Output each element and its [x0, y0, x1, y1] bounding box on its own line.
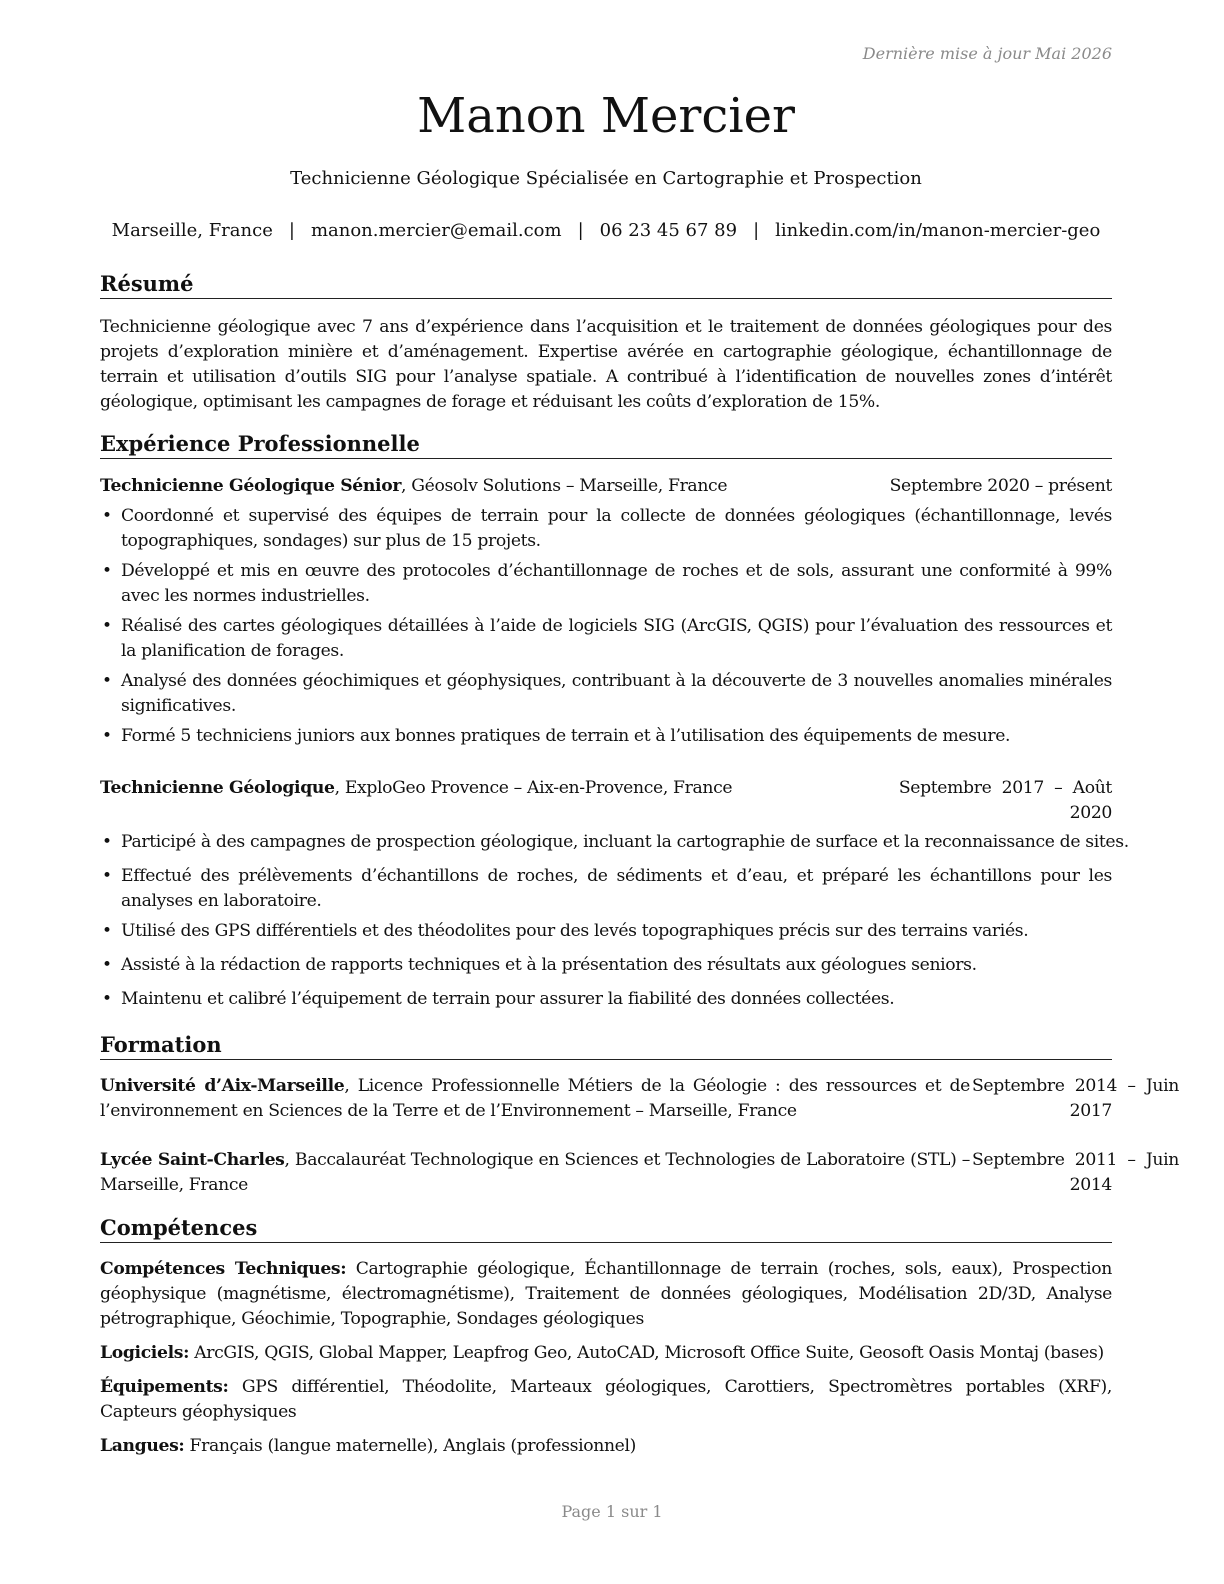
education-item — [100, 1074, 1179, 1124]
list-item: • Effectué des prélèvements d’échantillons de roches, de sédiments et d’eau, et préparé les échantillons pour les analyses en laboratoire. — [100, 864, 1112, 914]
contact-line — [100, 218, 1112, 244]
list-item: • Formé 5 techniciens juniors aux bonnes pratiques de terrain et à l’utilisation des équipements de mesure. — [100, 724, 1112, 749]
job-bullets — [100, 830, 1129, 1012]
contact-separator: | — [753, 220, 760, 241]
job-dates-start: Septembre 2017 – Août — [898, 778, 1112, 798]
last-updated: Dernière mise à jour Mai 2026 — [862, 44, 1112, 63]
skill-label: Compétences Techniques: — [100, 1259, 347, 1279]
page-number: Page 1 sur 1 — [561, 1502, 663, 1521]
education-school: Université d’Aix-Marseille — [100, 1076, 345, 1096]
education-item — [100, 1148, 1179, 1198]
skill-row — [100, 1375, 1112, 1425]
contact-separator: | — [577, 220, 584, 241]
skill-value: ArcGIS, QGIS, Global Mapper, Leapfrog Geo, AutoCAD, Microsoft Office Suite, Geosoft Oasis Montaj (bases) — [189, 1343, 1104, 1363]
list-item: • Réalisé des cartes géologiques détaillées à l’aide de logiciels SIG (ArcGIS, QGIS) pour l’évaluation des ressources et la planification de forages. — [100, 614, 1112, 664]
summary-text: Technicienne géologique avec 7 ans d’expérience dans l’acquisition et le traitement de données géologiques pour des projets d’exploration minière et d’aménagement. Expertise avérée en cartographie géologique, échantillonnage de terrain et utilisation d’outils SIG pour l’analyse spatiale. A contribué à l’identification de nouvelles zones d’intérêt géologique, optimisant les campagnes de forage et réduisant les coûts d’exploration de 15%. — [100, 317, 1112, 412]
contact-location: Marseille, France — [111, 220, 273, 241]
job-role: Technicienne Géologique Sénior — [100, 476, 402, 496]
skill-value: GPS différentiel, Théodolite, Marteaux géologiques, Carottiers, Spectromètres portables (XRF), Capteurs géophysiques — [100, 1377, 1112, 1422]
list-item: • Maintenu et calibré l’équipement de terrain pour assurer la fiabilité des données collectées. — [100, 987, 1112, 1012]
skill-label: Langues: — [100, 1436, 185, 1456]
skill-row — [100, 1434, 1112, 1459]
section-title-skills: Compétences — [100, 1214, 1112, 1243]
job-title-line — [100, 474, 727, 499]
education-dates-end: 2017 — [1069, 1101, 1112, 1121]
education-text — [100, 1148, 970, 1198]
list-item: • Coordonné et supervisé des équipes de terrain pour la collecte de données géologiques (échantillonnage, levés topographiques, sondages) sur plus de 15 projets. — [100, 504, 1112, 554]
candidate-title: Technicienne Géologique Spécialisée en Cartographie et Prospection — [290, 168, 922, 189]
job-company: , ExploGeo Provence – Aix-en-Provence, France — [334, 778, 733, 798]
list-item: • Participé à des campagnes de prospection géologique, incluant la cartographie de surface et la reconnaissance de sites. — [100, 830, 1112, 855]
contact-phone: 06 23 45 67 89 — [599, 220, 738, 241]
job-bullets — [100, 504, 1112, 749]
list-item: • Développé et mis en œuvre des protocoles d’échantillonnage de roches et de sols, assurant une conformité à 99% avec les normes industrielles. — [100, 559, 1112, 609]
section-title-summary: Résumé — [100, 270, 1112, 299]
education-dates-start: Septembre 2011 – Juin — [972, 1150, 1179, 1170]
skill-value: Cartographie géologique, Échantillonnage de terrain (roches, sols, eaux), Prospection géophysique (magnétisme, électromagnétisme), Traitement de données géologiques, Modélisation 2D/3D, Analyse pétrographique, Géochimie, Topographie, Sondages géologiques — [100, 1259, 1112, 1329]
contact-linkedin[interactable]: linkedin.com/in/manon-mercier-geo — [775, 220, 1101, 241]
skill-value: Français (langue maternelle), Anglais (professionnel) — [184, 1436, 636, 1456]
skill-row — [100, 1341, 1112, 1366]
list-item: • Analysé des données géochimiques et géophysiques, contribuant à la découverte de 3 nouvelles anomalies minérales significatives. — [100, 669, 1112, 719]
job-dates: Septembre 2020 – présent — [889, 476, 1112, 496]
education-dates — [972, 1074, 1179, 1124]
job-dates — [899, 776, 1112, 826]
list-item: • Utilisé des GPS différentiels et des théodolites pour des levés topographiques précis sur des terrains variés. — [100, 919, 1112, 944]
section-title-experience: Expérience Professionnelle — [100, 430, 1112, 459]
contact-separator: | — [288, 220, 295, 241]
education-dates-end: 2014 — [1069, 1175, 1112, 1195]
skill-label: Logiciels: — [100, 1343, 190, 1363]
education-school: Lycée Saint-Charles — [100, 1150, 285, 1170]
skill-row — [100, 1257, 1112, 1332]
job-title-line — [100, 776, 732, 801]
candidate-name: Manon Mercier — [417, 88, 795, 144]
contact-email[interactable]: manon.mercier@email.com — [310, 220, 562, 241]
skill-label: Équipements: — [100, 1377, 229, 1397]
education-dates — [972, 1148, 1179, 1198]
education-detail: , Baccalauréat Technologique en Sciences et Technologies de Laboratoire (STL) – Marseille, France — [100, 1150, 970, 1195]
job-role: Technicienne Géologique — [100, 778, 335, 798]
section-title-education: Formation — [100, 1031, 1112, 1060]
job-company: , Géosolv Solutions – Marseille, France — [401, 476, 728, 496]
education-text — [100, 1074, 970, 1124]
education-detail: , Licence Professionnelle Métiers de la Géologie : des ressources et de l’environnement en Sciences de la Terre et de l’Environnement – Marseille, France — [100, 1076, 970, 1121]
education-dates-start: Septembre 2014 – Juin — [972, 1076, 1179, 1096]
list-item: • Assisté à la rédaction de rapports techniques et à la présentation des résultats aux géologues seniors. — [100, 953, 1112, 978]
job-dates-end: 2020 — [1069, 803, 1112, 823]
